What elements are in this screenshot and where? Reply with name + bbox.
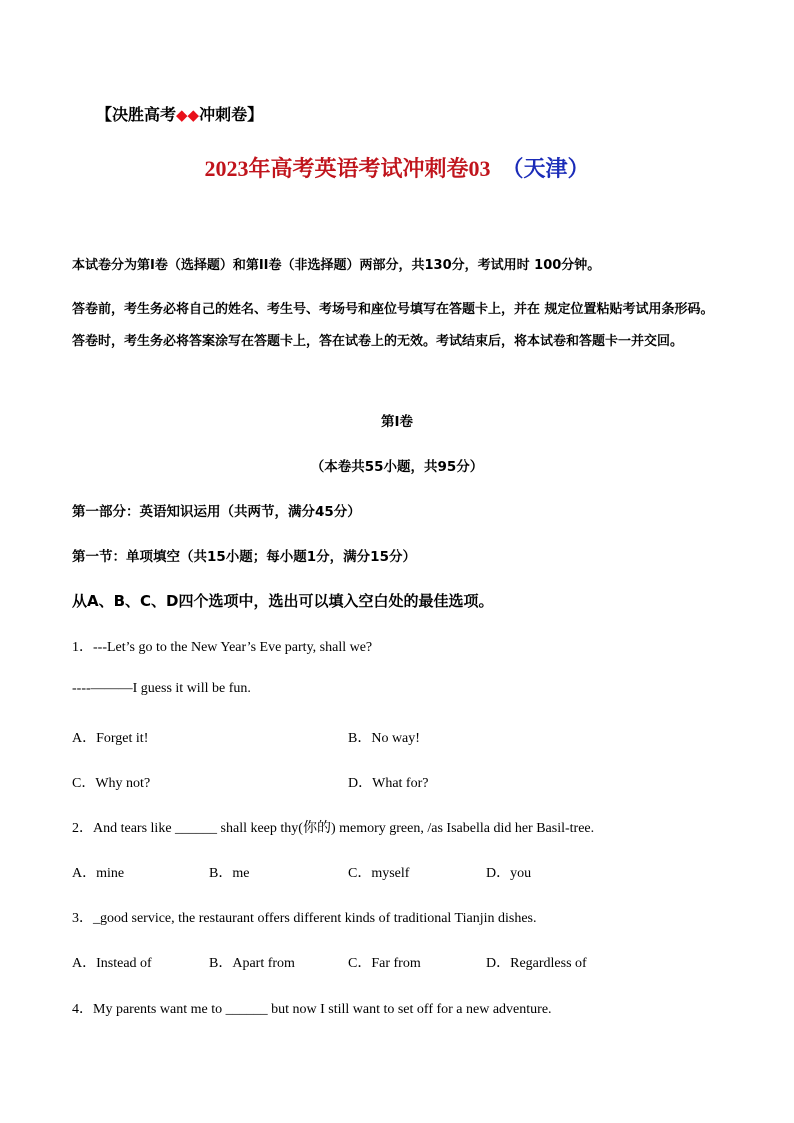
question-3-option-d: D．Regardless of xyxy=(486,956,587,971)
question-3-stem: 3．_good service, the restaurant offers different kinds of traditional Tianjin dishes. xyxy=(72,911,537,926)
question-3-option-c: C．Far from xyxy=(348,956,421,971)
volume-note: （本卷共55小题，共95分） xyxy=(310,459,484,475)
question-4-stem: 4．My parents want me to ______ but now I still want to set off for a new adventure. xyxy=(72,1002,552,1017)
question-2-option-c: C．myself xyxy=(348,866,410,881)
title-region: （天津） xyxy=(501,156,590,181)
intro-line: 本试卷分为第I卷（选择题）和第II卷（非选择题）两部分，共130分，考试用时 100分钟。 xyxy=(72,258,601,273)
series-tag-left: 【决胜高考 xyxy=(96,105,177,124)
instruction: 从A、B、C、D四个选项中，选出可以填入空白处的最佳选项。 xyxy=(72,592,494,610)
intro-paragraph: 答卷前，考生务必将自己的姓名、考生号、考场号和座位号填写在答题卡上，并在 规定位置粘贴考试用条形码。答卷时，考生务必将答案涂写在答题卡上，答在试卷上的无效。考试结束后，将本试卷和答题卡一并交回。 xyxy=(72,302,714,349)
question-1-option-c: C．Why not? xyxy=(72,776,151,791)
question-2-option-a: A．mine xyxy=(72,866,125,881)
volume-heading: 第I卷 xyxy=(380,414,414,430)
diamond-icon: ◆◆ xyxy=(176,106,200,124)
series-tag-right: 冲刺卷】 xyxy=(199,105,264,124)
question-1-reply: ----———I guess it will be fun. xyxy=(72,681,251,696)
question-1-stem: 1．---Let’s go to the New Year’s Eve party, shall we? xyxy=(72,640,373,655)
title-main: 2023年高考英语考试冲刺卷03 xyxy=(204,156,491,181)
question-2-option-b: B．me xyxy=(209,866,250,881)
series-tag xyxy=(96,102,263,125)
question-1-option-d: D．What for? xyxy=(348,776,429,791)
question-2-option-d: D．you xyxy=(486,866,532,881)
question-3-option-a: A．Instead of xyxy=(72,956,152,971)
question-3-option-b: B．Apart from xyxy=(209,956,295,971)
question-2-stem: 2．And tears like ______ shall keep thy(你的) memory green, /as Isabella did her Basil-tree. xyxy=(72,821,595,836)
section-heading: 第一节：单项填空（共15小题；每小题1分，满分15分） xyxy=(72,549,416,565)
question-1-option-b: B．No way! xyxy=(348,731,420,746)
part-heading: 第一部分：英语知识运用（共两节，满分45分） xyxy=(72,504,361,520)
question-1-option-a: A．Forget it! xyxy=(72,731,149,746)
page-title xyxy=(0,152,794,183)
